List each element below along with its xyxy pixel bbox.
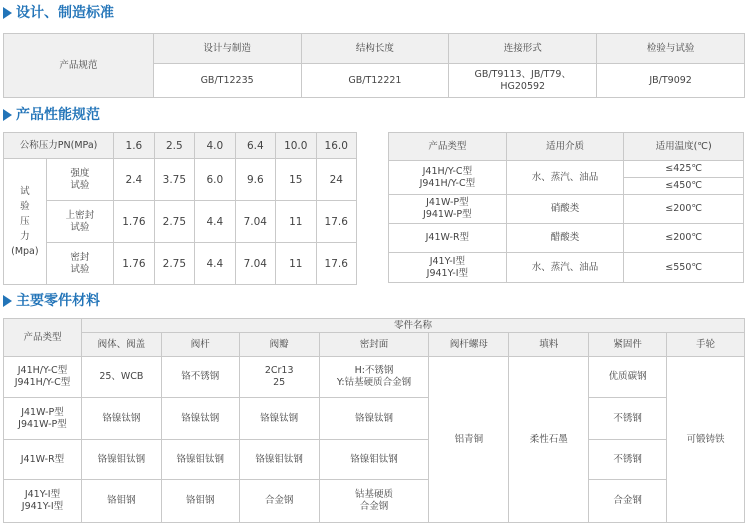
design-row-label: 产品规范 [4,34,154,98]
medium-temperature-table [388,132,744,283]
material-cell: 铬镍钼钛钢 [161,440,239,480]
design-header: 设计与制造 [153,34,301,64]
material-cell: 铬镍钛钢 [239,398,319,440]
test-row-label: 上密封 试验 [46,201,113,243]
part-header: 紧固件 [589,333,667,357]
design-value: GB/T12221 [301,64,449,98]
temperature: ≤550℃ [624,253,744,283]
test-value: 7.04 [235,243,275,285]
test-value: 6.0 [195,159,235,201]
material-cell: 合金钢 [239,480,319,523]
part-header: 阀杆 [161,333,239,357]
design-value: GB/T9113、JB/T79、 HG20592 [449,64,597,98]
design-value: GB/T12235 [153,64,301,98]
product-type: J41H/Y-C型 J941H/Y-C型 [4,357,82,398]
part-header: 填料 [509,333,589,357]
temperature: ≤425℃ [624,161,744,178]
test-value: 17.6 [316,201,357,243]
test-value: 24 [316,159,357,201]
test-value: 3.75 [154,159,194,201]
part-header: 手轮 [667,333,745,357]
materials-table [3,318,745,523]
medium-header: 适用介质 [506,133,624,161]
valve-type: J41W-P型 J941W-P型 [389,195,507,224]
test-value: 1.76 [114,201,154,243]
handwheel-material: 可锻铸铁 [667,357,745,523]
test-value: 2.75 [154,201,194,243]
design-value: JB/T9092 [597,64,745,98]
test-value: 4.4 [195,243,235,285]
product-type: J41Y-I型 J941Y-I型 [4,480,82,523]
test-value: 9.6 [235,159,275,201]
temperature-header: 适用温度(℃) [624,133,744,161]
material-cell: 合金钢 [589,480,667,523]
triangle-icon [3,295,12,307]
triangle-icon [3,109,12,121]
material-cell: 铬钼钢 [81,480,161,523]
design-standards-table [3,33,745,98]
test-row-label: 密封 试验 [46,243,113,285]
medium: 水、蒸汽、油品 [506,161,624,195]
test-value: 15 [276,159,316,201]
test-value: 11 [276,201,316,243]
section-title-materials: 主要零件材料 [3,291,100,311]
pressure-table [3,132,357,285]
triangle-icon [3,7,12,19]
material-cell: 优质碳钢 [589,357,667,398]
product-type: J41W-R型 [4,440,82,480]
test-value: 11 [276,243,316,285]
test-value: 1.76 [114,243,154,285]
test-value: 17.6 [316,243,357,285]
valve-type: J41W-R型 [389,224,507,253]
temperature: ≤200℃ [624,195,744,224]
pn-value: 6.4 [235,133,275,159]
material-cell: 铬镍钛钢 [81,398,161,440]
material-cell: 铬镍钼钛钢 [239,440,319,480]
test-row-label: 强度 试验 [46,159,113,201]
type-header: 产品类型 [389,133,507,161]
test-value: 2.75 [154,243,194,285]
pn-label: 公称压力PN(MPa) [4,133,114,159]
material-cell: 铬钼钢 [161,480,239,523]
section-title-design: 设计、制造标准 [3,3,114,23]
material-cell: 铬镍钛钢 [161,398,239,440]
pn-value: 2.5 [154,133,194,159]
part-header: 阀体、阀盖 [81,333,161,357]
pn-value: 4.0 [195,133,235,159]
temperature: ≤200℃ [624,224,744,253]
pn-value: 10.0 [276,133,316,159]
valve-type: J41H/Y-C型 J941H/Y-C型 [389,161,507,195]
test-value: 4.4 [195,201,235,243]
pn-value: 1.6 [114,133,154,159]
section-title-performance: 产品性能规范 [3,105,100,125]
material-cell: 铬镍钛钢 [319,398,429,440]
pn-value: 16.0 [316,133,357,159]
product-type-header: 产品类型 [4,319,82,357]
valve-type: J41Y-I型 J941Y-I型 [389,253,507,283]
material-cell: 2Cr13 25 [239,357,319,398]
medium: 醋酸类 [506,224,624,253]
test-value: 7.04 [235,201,275,243]
test-value: 2.4 [114,159,154,201]
design-header: 检验与试验 [597,34,745,64]
design-header: 结构长度 [301,34,449,64]
medium: 硝酸类 [506,195,624,224]
design-header: 连接形式 [449,34,597,64]
test-pressure-label: 试 验 压 力 (Mpa) [4,159,47,285]
medium: 水、蒸汽、油品 [506,253,624,283]
part-header: 阀杆螺母 [429,333,509,357]
material-cell: 不锈钢 [589,398,667,440]
material-cell: 铬不锈钢 [161,357,239,398]
material-cell: 铬镍钼钛钢 [81,440,161,480]
stem-nut-material: 铝青铜 [429,357,509,523]
product-type: J41W-P型 J941W-P型 [4,398,82,440]
part-name-header: 零件名称 [81,319,744,333]
material-cell: H:不锈钢 Y:钴基硬质合金钢 [319,357,429,398]
material-cell: 不锈钢 [589,440,667,480]
part-header: 阀瓣 [239,333,319,357]
material-cell: 钴基硬质 合金钢 [319,480,429,523]
packing-material: 柔性石墨 [509,357,589,523]
temperature: ≤450℃ [624,178,744,195]
material-cell: 铬镍钼钛钢 [319,440,429,480]
part-header: 密封面 [319,333,429,357]
material-cell: 25、WCB [81,357,161,398]
